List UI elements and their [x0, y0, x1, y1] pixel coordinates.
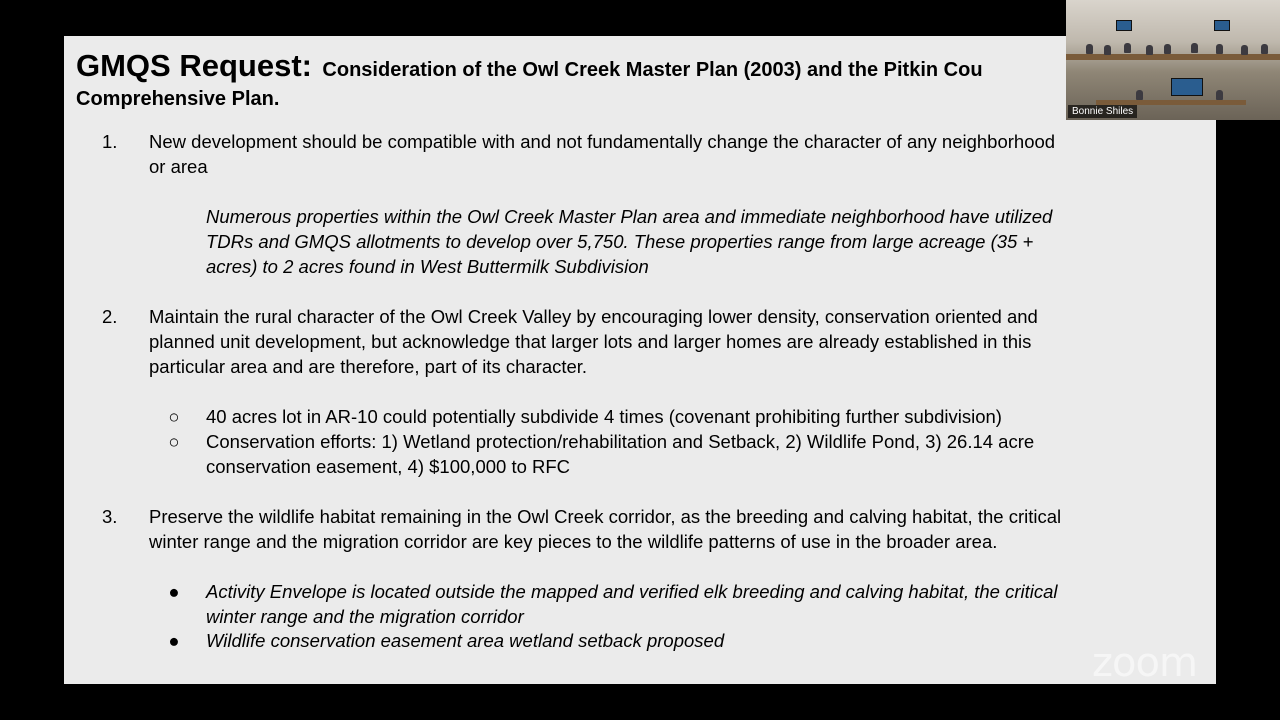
item-2-bullet-1-line1: 40 acres lot in AR-10 could potentially subdivide 4 times (covenant prohibiting further subdivision)	[206, 406, 1002, 427]
person	[1216, 44, 1223, 54]
item-2-bullet-1-marker: ○	[168, 406, 180, 427]
shared-slide	[64, 36, 1216, 684]
room-screen	[1214, 20, 1230, 31]
slide-title-main: GMQS Request:	[76, 48, 312, 83]
person	[1164, 44, 1171, 54]
person	[1261, 44, 1268, 54]
item-1-number: 1.	[102, 131, 118, 152]
item-2-bullet-2-line1: Conservation efforts: 1) Wetland protection/rehabilitation and Setback, 2) Wildlife Pond, 3) 26.14 acre	[206, 431, 1035, 452]
item-3-bullet-2-line1: Wildlife conservation easement area wetland setback proposed	[206, 630, 725, 651]
item-3-bullet-1-line1: Activity Envelope is located outside the mapped and verified elk breeding and calving habitat, the critical	[206, 581, 1058, 602]
item-3-bullet-1-line2: winter range and the migration corridor	[206, 606, 524, 627]
person	[1191, 43, 1198, 53]
room-desk	[1066, 54, 1280, 60]
item-3-number: 3.	[102, 506, 118, 527]
participant-name-label: Bonnie Shiles	[1068, 105, 1137, 118]
item-3-line1: Preserve the wildlife habitat remaining in the Owl Creek corridor, as the breeding and calving habitat, the critical	[149, 506, 1062, 527]
slide-title	[76, 48, 983, 84]
item-1-line2: or area	[149, 156, 208, 177]
item-2-line3: particular area and are therefore, part of its character.	[149, 356, 588, 377]
item-2-bullet-2-line2: conservation easement, 4) $100,000 to RFC	[206, 456, 571, 477]
person	[1216, 90, 1223, 100]
room-screen	[1116, 20, 1132, 31]
participant-video-tile[interactable]	[1066, 0, 1280, 120]
room-screen	[1171, 78, 1203, 96]
person	[1146, 45, 1153, 55]
item-3-bullet-2-marker: ●	[168, 630, 180, 651]
item-1-line1: New development should be compatible with and not fundamentally change the character of any neighborhood	[149, 131, 1056, 152]
item-2-line1: Maintain the rural character of the Owl Creek Valley by encouraging lower density, conservation oriented and	[149, 306, 1038, 327]
slide-title-line2: Comprehensive Plan.	[76, 88, 280, 110]
item-1-note-line1: Numerous properties within the Owl Creek Master Plan area and immediate neighborhood have utilized	[206, 206, 1053, 227]
item-3-bullet-1-marker: ●	[168, 581, 180, 602]
person	[1241, 45, 1248, 55]
item-1-note-line3: acres) to 2 acres found in West Buttermilk Subdivision	[206, 256, 649, 277]
item-2-bullet-2-marker: ○	[168, 431, 180, 452]
person	[1086, 44, 1093, 54]
item-1-note-line2: TDRs and GMQS allotments to develop over 5,750. These properties range from large acreage (35 +	[206, 231, 1034, 252]
zoom-watermark-logo: zoom	[1092, 640, 1197, 686]
person	[1124, 43, 1131, 53]
item-2-line2: planned unit development, but acknowledge that larger lots and larger homes are already established in this	[149, 331, 1032, 352]
person	[1136, 90, 1143, 100]
person	[1104, 45, 1111, 55]
item-2-number: 2.	[102, 306, 118, 327]
slide-title-sub: Consideration of the Owl Creek Master Plan (2003) and the Pitkin Cou	[322, 59, 983, 81]
item-3-line2: winter range and the migration corridor are key pieces to the wildlife patterns of use in the broader area.	[149, 531, 998, 552]
